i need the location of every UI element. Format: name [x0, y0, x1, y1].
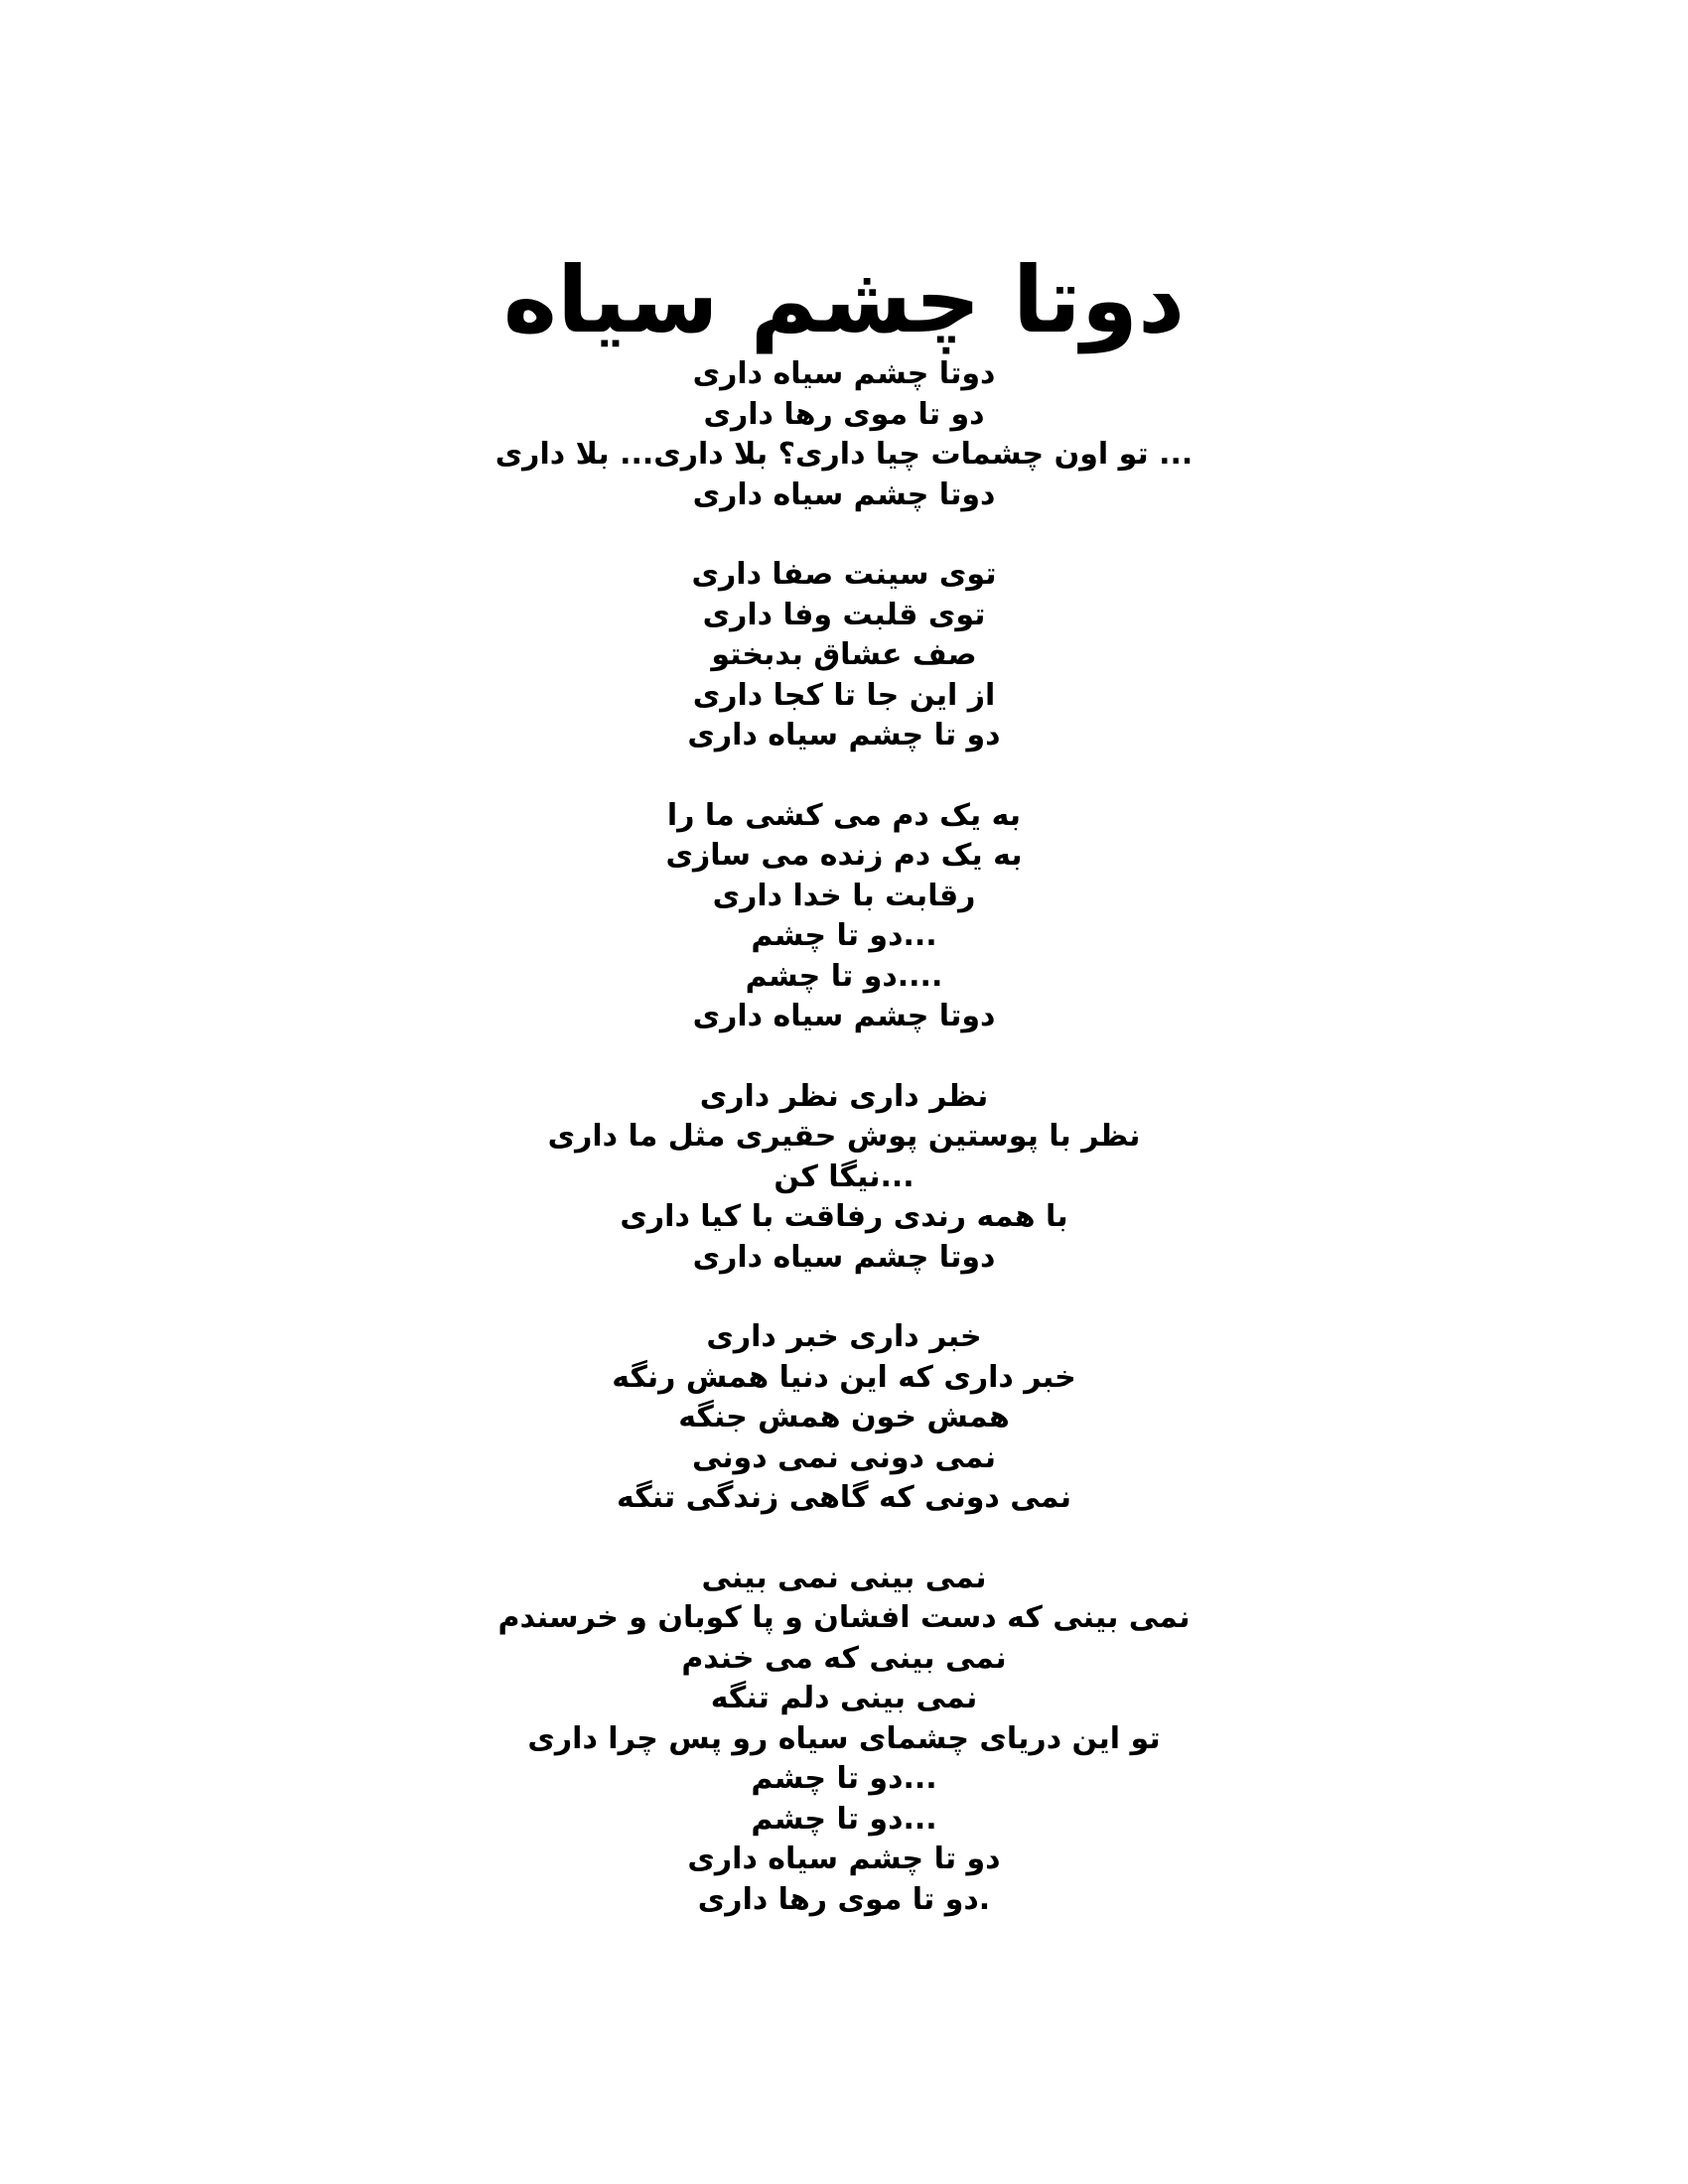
poem-line: توی سینت صفا داری [691, 557, 997, 592]
poem-line: دوتا چشم سیاه داری [692, 356, 996, 391]
poem-line: دوتا چشم سیاه داری [692, 477, 996, 512]
poem-line: به یک دم زنده می سازی [665, 838, 1023, 873]
poem-line: دوتا چشم سیاه داری [692, 999, 996, 1033]
poem-line: خبر داری که این دنیا همش رنگه [612, 1359, 1076, 1395]
stanza [0, 1559, 1688, 1921]
poem-line: ...دو تا چشم [751, 1801, 937, 1837]
stanza [0, 796, 1688, 1037]
poem-line: .دو تا موی رها داری [697, 1881, 991, 1917]
poem-line: نمی دونی که گاهی زندگی تنگه [617, 1480, 1071, 1515]
poem-line: نمی بینی دلم تنگه [710, 1681, 978, 1715]
poem-line: به یک دم می کشی ما را [666, 797, 1022, 833]
poem-line: رقابت با خدا داری [712, 878, 976, 913]
poem-line: ...دو تا چشم [751, 1761, 937, 1796]
stanza [0, 354, 1688, 515]
poem-line: توی قلبت وفا داری [702, 597, 986, 632]
poem-line: ...دو تا چشم [751, 918, 937, 953]
poem-line: خبر داری خبر داری [706, 1319, 982, 1354]
poem-line: ...نیگا کن [774, 1159, 914, 1194]
poem-line: همش خون همش جنگه [678, 1400, 1010, 1434]
poem-line: نظر با پوستین پوش حقیری مثل ما داری [547, 1119, 1141, 1154]
poem-line: صف عشاق بدبختو [711, 637, 977, 672]
poem-line: دو تا چشم سیاه داری [687, 718, 1001, 752]
stanza [0, 1077, 1688, 1279]
poem-line: دوتا چشم سیاه داری [692, 1239, 996, 1275]
poem-line: نظر داری نظر داری [699, 1078, 989, 1114]
poem-line: نمی دونی نمی دونی [691, 1439, 997, 1475]
poem-body [0, 354, 1688, 1960]
poem-line: ....دو تا چشم [745, 958, 943, 994]
poem-line: نمی بینی نمی بینی [701, 1560, 987, 1595]
poem-line: از این جا تا کجا داری [692, 677, 996, 713]
poem-line: نمی بینی که می خندم [681, 1640, 1007, 1676]
poem-line: با همه رندی رفاقت با کیا داری [620, 1199, 1068, 1234]
poem-line: ... تو اون چشمات چیا داری؟ بلا داری... بلا داری [494, 437, 1194, 472]
poem-line: نمی بینی که دست افشان و پا کوبان و خرسندم [497, 1600, 1191, 1635]
poem-title: دوتا چشم سیاه [502, 247, 1186, 353]
poem-line: دو تا چشم سیاه داری [687, 1842, 1001, 1876]
stanza [0, 1317, 1688, 1519]
poem-line: تو این دریای چشمای سیاه رو پس چرا داری [527, 1720, 1161, 1756]
poem-line: دو تا موی رها داری [703, 396, 985, 432]
stanza [0, 555, 1688, 756]
